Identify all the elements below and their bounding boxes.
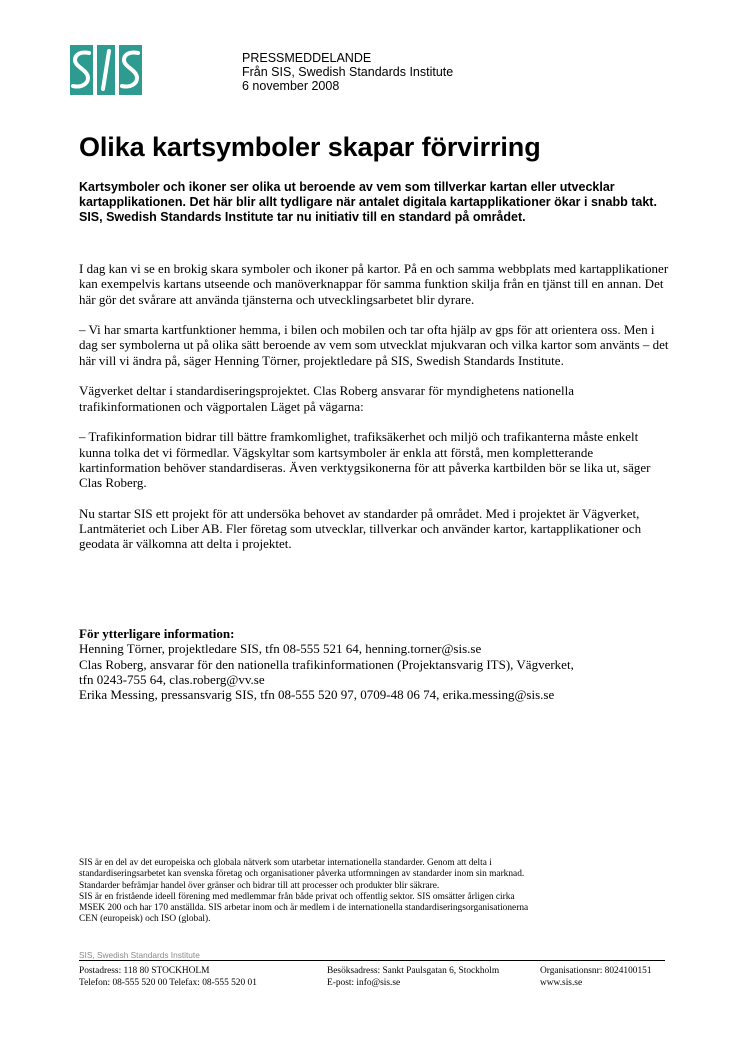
footer-about-line: SIS är en fristående ideell förening med medlemmar från både privat och offentlig sektor. SIS omsätter årligen cirka: [79, 891, 515, 902]
footer-about-line: standardiseringsarbetet kan svenska företag och organisationer påverka utformningen av standarder inom sin marknad.: [79, 869, 525, 880]
footer-phone: Telefon: 08-555 520 00 Telefax: 08-555 520 01: [79, 977, 257, 988]
footer-brand: SIS, Swedish Standards Institute: [79, 950, 200, 960]
footer-org: Organisationsnr: 8024100151: [540, 966, 652, 976]
footer-web: www.sis.se: [540, 977, 583, 988]
footer-about-line: Standarder befrämjar handel över gränser och bidrar till att processer och produkter blir säkrare.: [79, 880, 440, 891]
footer-visit-column: [327, 966, 499, 989]
contact-line: Erika Messing, pressansvarig SIS, tfn 08-555 520 97, 0709-48 06 74, erika.messing@sis.se: [79, 687, 555, 703]
header-type: PRESSMEDDELANDE: [242, 51, 372, 65]
article-body: [79, 261, 669, 567]
contact-heading: För ytterligare information:: [79, 626, 235, 641]
footer-email: E-post: info@sis.se: [327, 977, 401, 988]
paragraph-4: – Trafikinformation bidrar till bättre framkomlighet, trafiksäkerhet och miljö och trafikanterna måste enkelt kunna tolka det vi förmedlar. Vägskyltar som kartsymboler är enkla att förstå, men kompletterande kartinformation behöver standardiseras. Även verktygsikonerna för att påverka kartbilden bör se lika ut, säger Clas Roberg.: [79, 429, 651, 491]
paragraph-2: – Vi har smarta kartfunktioner hemma, i bilen och mobilen och tar ofta hjälp av gps för att orientera oss. Men i dag ser symbolerna ut på olika sätt beroende av vem som utvecklat mjukvaran och vilka kartor som använts – det här vill vi ändra på, säger Henning Törner, projektledare på SIS, Swedish Standards Institute.: [79, 322, 669, 368]
header-date: 6 november 2008: [242, 79, 340, 93]
footer-visit: Besöksadress: Sankt Paulsgatan 6, Stockholm: [327, 966, 500, 976]
contact-line: Clas Roberg, ansvarar för den nationella trafikinformationen (Projektansvarig ITS), Vägverket,: [79, 656, 574, 672]
sis-logo: [70, 45, 142, 95]
footer-postal-column: [79, 966, 257, 989]
footer-about-line: CEN (europeisk) och ISO (global).: [79, 914, 211, 925]
footer-divider: [79, 960, 665, 961]
footer-org-column: [540, 966, 652, 989]
paragraph-5: Nu startar SIS ett projekt för att undersöka behovet av standarder på området. Med i projektet är Vägverket, Lantmäteriet och Liber AB. Fler företag som utvecklar, tillverkar och använder kartor, kartapplikationer och geodata är välkomna att delta i projektet.: [79, 505, 642, 552]
contact-line: Henning Törner, projektledare SIS, tfn 08-555 521 64, henning.torner@sis.se: [79, 641, 482, 657]
press-header: [242, 51, 453, 93]
contact-line: tfn 0243-755 64, clas.roberg@vv.se: [79, 671, 265, 687]
header-from: Från SIS, Swedish Standards Institute: [242, 65, 454, 79]
footer-postal: Postadress: 118 80 STOCKHOLM: [79, 966, 210, 976]
footer-about-line: SIS är en del av det europeiska och globala nätverk som utarbetar internationella standarder. Genom att delta i: [79, 858, 492, 868]
contact-section: [79, 626, 679, 702]
paragraph-3: Vägverket deltar i standardiseringsprojektet. Clas Roberg ansvarar för myndighetens nationella trafikinformationen och vägportalen Läget på vägarna:: [79, 383, 575, 414]
footer-about: [79, 858, 669, 926]
paragraph-1: I dag kan vi se en brokig skara symboler och ikoner på kartor. På en och samma webbplats med kartapplikationer kan exempelvis kartans utseende och manöverknappar för samma funktion skilja från en tjänst till en annan. Det här gör det svårare att använda tjänsterna och utvecklingsarbetet blir dyrare.: [79, 261, 669, 307]
footer-about-line: MSEK 200 och har 170 anställda. SIS arbetar inom och är medlem i de internationella standardiseringsorganisationerna: [79, 903, 529, 914]
lead-paragraph: Kartsymboler och ikoner ser olika ut beroende av vem som tillverkar kartan eller utvecklar kartapplikationen. Det här blir allt tydligare när antalet digitala kartapplikationer ökar i snabb takt. SIS, Swedish Standards Institute tar nu initiativ till en standard på området.: [79, 180, 657, 224]
page-title: Olika kartsymboler skapar förvirring: [79, 132, 541, 162]
